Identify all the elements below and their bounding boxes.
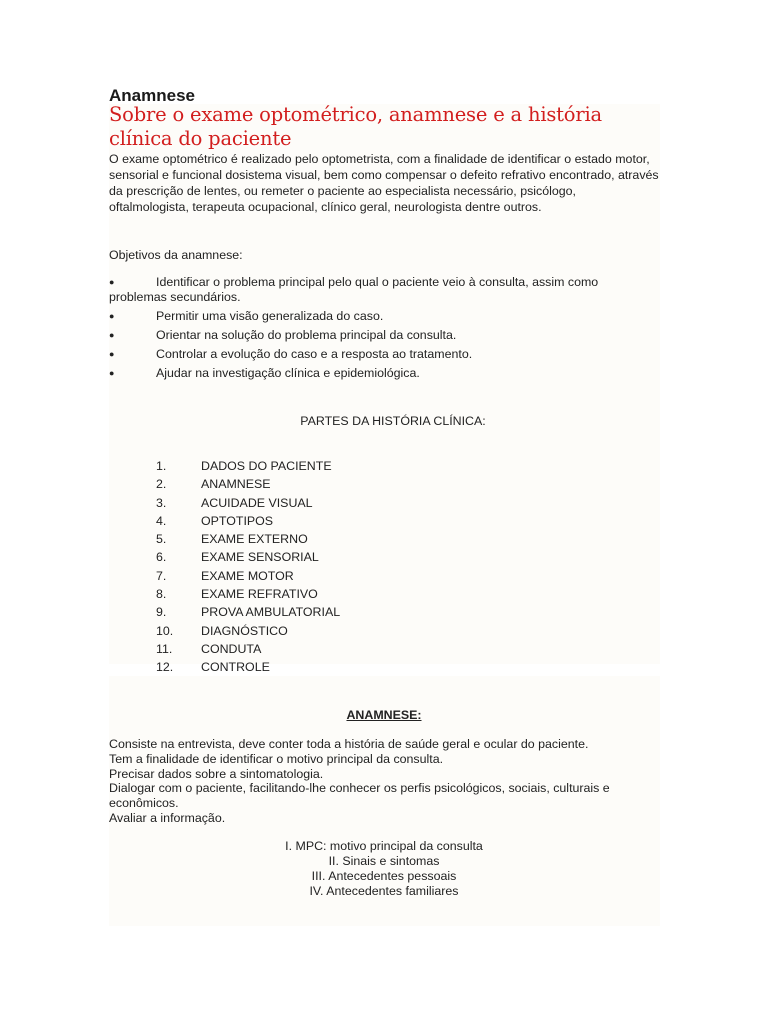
intro-paragraph: O exame optométrico é realizado pelo optometrista, com a finalidade de identificar o estado motor, sensorial e funcional dosistema visual, bem como compensar o defeito refrativo encontrado, através da prescrição de lentes, ou remeter o paciente ao especialista necessário, psicólogo, oftalmologista, terapeuta ocupacional, clínico geral, neurologista dentre outros. bbox=[109, 152, 659, 214]
document-page: Anamnese Sobre o exame optométrico, anamnese e a história clínica do paciente O exame optométrico é realizado pelo optometrista, com a finalidade de identificar o estado motor, sensorial e funcional dosistema visual, bem como compensar o defeito refrativo encontrado, através da prescrição de lentes, ou remeter o paciente ao especialista necessário, psicólogo, oftalmologista, terapeuta ocupacional, clínico geral, neurologista dentre outros. Objetivos da anamnese: ● Identificar o problema principal pelo qual o paciente veio à consulta, assim como problemas secundários. ● Permitir uma visão generalizada do caso. ● Orientar na solução do problema principal da consulta. ● Controlar a evolução do caso e a resposta ao tratamento. ● Ajudar na investigação clínica e epidemiológica. PARTES DA HISTÓRIA CLÍNICA: 1. DADOS DO PACIENTE 2. ANAMNESE 3. ACUIDADE VISUAL 4. OPTOTIPOS 5. EXAME EXTERNO 6. EXAME SENSORIAL 7. EXAME MOTOR 8. EXAME REFRATIVO 9. PROVA AMBULATORIAL 10. DIAGNÓSTICO 11. CONDUTA 12. CONTROLE ANAMNESE: Consiste na entrevista, deve conter toda a história de saúde geral e ocular do paciente. Tem a finalidade de identificar o motivo principal da consulta. Precisar dados sobre a sintomatologia. Dialogar com o paciente, facilitando-lhe conhecer os perfis psicológicos, sociais, culturais e econômicos. Avaliar a informação. I. MPC: motivo principal da consulta II. Sinais e sintomas III. Antecedentes pessoais IV. Antecedentes familiares bbox=[0, 0, 768, 1024]
list-item: II. Sinais e sintomas bbox=[328, 854, 440, 868]
list-item: ● Ajudar na investigação clínica e epidemiológica. bbox=[109, 366, 420, 380]
list-item: ● Identificar o problema principal pelo qual o paciente veio à consulta, assim como problemas secundários. bbox=[109, 275, 599, 304]
article-heading: Sobre o exame optométrico, anamnese e a história clínica do paciente bbox=[109, 103, 602, 150]
list-item: ● Controlar a evolução do caso e a resposta ao tratamento. bbox=[109, 347, 473, 361]
parts-heading: PARTES DA HISTÓRIA CLÍNICA: bbox=[300, 414, 486, 428]
bullet-icon: ● bbox=[109, 330, 115, 340]
list-item: ● Permitir uma visão generalizada do caso. bbox=[109, 309, 384, 323]
list-item: III. Antecedentes pessoais bbox=[311, 869, 457, 883]
objectives-list bbox=[109, 275, 659, 385]
objectives-label: Objetivos da anamnese: bbox=[109, 248, 243, 262]
list-item: ● Orientar na solução do problema principal da consulta. bbox=[109, 328, 457, 342]
bullet-icon: ● bbox=[109, 311, 115, 321]
anamnese-paragraph bbox=[109, 737, 659, 826]
bullet-icon: ● bbox=[109, 368, 115, 378]
list-item: I. MPC: motivo principal da consulta bbox=[285, 839, 483, 853]
list-item: IV. Antecedentes familiares bbox=[309, 884, 459, 898]
paragraph-line: Avaliar a informação. bbox=[109, 810, 226, 825]
paragraph-line: Tem a finalidade de identificar o motivo principal da consulta. bbox=[109, 751, 444, 766]
paragraph-line: Dialogar com o paciente, facilitando-lhe conhecer os perfis psicológicos, sociais, culturais e econômicos. bbox=[109, 781, 610, 811]
paragraph-line: Precisar dados sobre a sintomatologia. bbox=[109, 766, 324, 781]
bullet-icon: ● bbox=[109, 277, 115, 287]
paragraph-line: Consiste na entrevista, deve conter toda a história de saúde geral e ocular do paciente. bbox=[109, 737, 589, 751]
anamnese-items-list bbox=[109, 839, 659, 899]
bullet-icon: ● bbox=[109, 349, 115, 359]
anamnese-heading: ANAMNESE: bbox=[346, 708, 422, 722]
document-title: Anamnese bbox=[109, 86, 195, 105]
